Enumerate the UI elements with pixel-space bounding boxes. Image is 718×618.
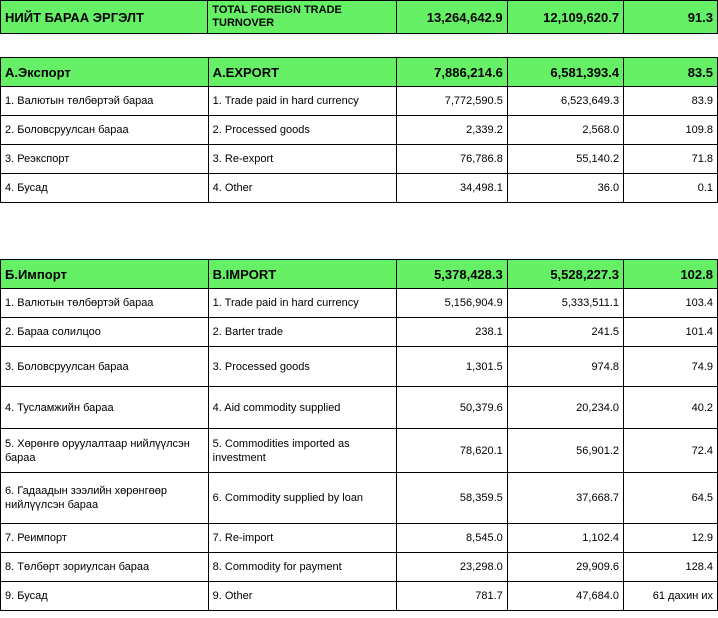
total-percent: 91.3 xyxy=(624,1,718,34)
row-value-2: 1,102.4 xyxy=(507,524,623,553)
row-label-mn: 8. Төлбөрт зориулсан бараа xyxy=(1,553,209,582)
row-value-2: 5,333,511.1 xyxy=(507,289,623,318)
import-percent: 102.8 xyxy=(624,260,718,289)
row-label-en: 8. Commodity for payment xyxy=(208,553,397,582)
row-value-1: 2,339.2 xyxy=(397,116,507,145)
row-value-1: 34,498.1 xyxy=(397,174,507,203)
row-label-mn: 3. Реэкспорт xyxy=(1,145,209,174)
table-row xyxy=(1,174,718,203)
row-value-2: 37,668.7 xyxy=(507,473,623,524)
row-percent: 101.4 xyxy=(624,318,718,347)
import-value-1: 5,378,428.3 xyxy=(397,260,507,289)
row-value-2: 20,234.0 xyxy=(507,387,623,429)
row-label-en: 1. Trade paid in hard currency xyxy=(208,289,397,318)
row-value-2: 6,523,649.3 xyxy=(507,87,623,116)
total-row xyxy=(1,1,718,34)
row-label-mn: 6. Гадаадын зээлийн хөрөнгөөр нийлүүлсэн бараа xyxy=(1,473,209,524)
row-value-1: 8,545.0 xyxy=(397,524,507,553)
table-row xyxy=(1,289,718,318)
row-label-en: 3. Re-export xyxy=(208,145,397,174)
table-row xyxy=(1,347,718,387)
row-label-mn: 1. Валютын төлбөртэй бараа xyxy=(1,289,209,318)
row-percent: 0.1 xyxy=(624,174,718,203)
row-value-2: 36.0 xyxy=(507,174,623,203)
row-percent: 71.8 xyxy=(624,145,718,174)
table-row xyxy=(1,318,718,347)
row-label-en: 6. Commodity supplied by loan xyxy=(208,473,397,524)
row-value-2: 47,684.0 xyxy=(507,582,623,611)
table-row xyxy=(1,145,718,174)
table-row xyxy=(1,582,718,611)
row-value-1: 76,786.8 xyxy=(397,145,507,174)
export-label-en: A.EXPORT xyxy=(208,58,397,87)
row-value-1: 5,156,904.9 xyxy=(397,289,507,318)
import-label-mn: Б.Импорт xyxy=(1,260,209,289)
row-label-en: 7. Re-import xyxy=(208,524,397,553)
total-table xyxy=(0,0,718,34)
row-percent: 61 дахин их xyxy=(624,582,718,611)
row-label-mn: 5. Хөрөнгө оруулалтаар нийлүүлсэн бараа xyxy=(1,429,209,473)
row-value-1: 50,379.6 xyxy=(397,387,507,429)
row-percent: 109.8 xyxy=(624,116,718,145)
row-label-en: 9. Other xyxy=(208,582,397,611)
row-percent: 83.9 xyxy=(624,87,718,116)
export-percent: 83.5 xyxy=(624,58,718,87)
row-value-2: 56,901.2 xyxy=(507,429,623,473)
row-value-2: 974.8 xyxy=(507,347,623,387)
row-value-1: 23,298.0 xyxy=(397,553,507,582)
table-row xyxy=(1,473,718,524)
import-value-2: 5,528,227.3 xyxy=(507,260,623,289)
row-value-1: 7,772,590.5 xyxy=(397,87,507,116)
row-label-mn: 3. Боловсруулсан бараа xyxy=(1,347,209,387)
table-row xyxy=(1,524,718,553)
export-table xyxy=(0,57,718,203)
row-label-en: 4. Other xyxy=(208,174,397,203)
row-value-2: 29,909.6 xyxy=(507,553,623,582)
row-value-1: 238.1 xyxy=(397,318,507,347)
total-label-en: TOTAL FOREIGN TRADE TURNOVER xyxy=(208,1,397,34)
row-percent: 64.5 xyxy=(624,473,718,524)
table-row xyxy=(1,553,718,582)
row-value-1: 58,359.5 xyxy=(397,473,507,524)
total-label-mn: НИЙТ БАРАА ЭРГЭЛТ xyxy=(1,1,208,34)
row-label-en: 2. Processed goods xyxy=(208,116,397,145)
row-label-mn: 4. Бусад xyxy=(1,174,209,203)
row-value-1: 1,301.5 xyxy=(397,347,507,387)
row-percent: 128.4 xyxy=(624,553,718,582)
export-header-row xyxy=(1,58,718,87)
row-label-mn: 7. Реимпорт xyxy=(1,524,209,553)
row-percent: 72.4 xyxy=(624,429,718,473)
total-value-1: 13,264,642.9 xyxy=(397,1,508,34)
table-row xyxy=(1,116,718,145)
row-value-2: 2,568.0 xyxy=(507,116,623,145)
total-value-2: 12,109,620.7 xyxy=(507,1,623,34)
row-label-mn: 1. Валютын төлбөртэй бараа xyxy=(1,87,209,116)
row-label-mn: 2. Бараа солилцоо xyxy=(1,318,209,347)
export-label-mn: А.Экспорт xyxy=(1,58,209,87)
row-percent: 103.4 xyxy=(624,289,718,318)
row-label-en: 3. Processed goods xyxy=(208,347,397,387)
row-label-en: 4. Aid commodity supplied xyxy=(208,387,397,429)
import-header-row xyxy=(1,260,718,289)
row-label-mn: 2. Боловсруулсан бараа xyxy=(1,116,209,145)
row-value-1: 781.7 xyxy=(397,582,507,611)
row-value-2: 241.5 xyxy=(507,318,623,347)
row-percent: 40.2 xyxy=(624,387,718,429)
row-label-mn: 9. Бусад xyxy=(1,582,209,611)
row-label-mn: 4. Тусламжийн бараа xyxy=(1,387,209,429)
export-value-2: 6,581,393.4 xyxy=(507,58,623,87)
table-row xyxy=(1,387,718,429)
row-value-1: 78,620.1 xyxy=(397,429,507,473)
row-percent: 12.9 xyxy=(624,524,718,553)
table-row xyxy=(1,429,718,473)
import-label-en: B.IMPORT xyxy=(208,260,397,289)
export-value-1: 7,886,214.6 xyxy=(397,58,507,87)
row-label-en: 2. Barter trade xyxy=(208,318,397,347)
row-value-2: 55,140.2 xyxy=(507,145,623,174)
row-label-en: 5. Commodities imported as investment xyxy=(208,429,397,473)
import-table xyxy=(0,259,718,611)
table-row xyxy=(1,87,718,116)
row-label-en: 1. Trade paid in hard currency xyxy=(208,87,397,116)
row-percent: 74.9 xyxy=(624,347,718,387)
